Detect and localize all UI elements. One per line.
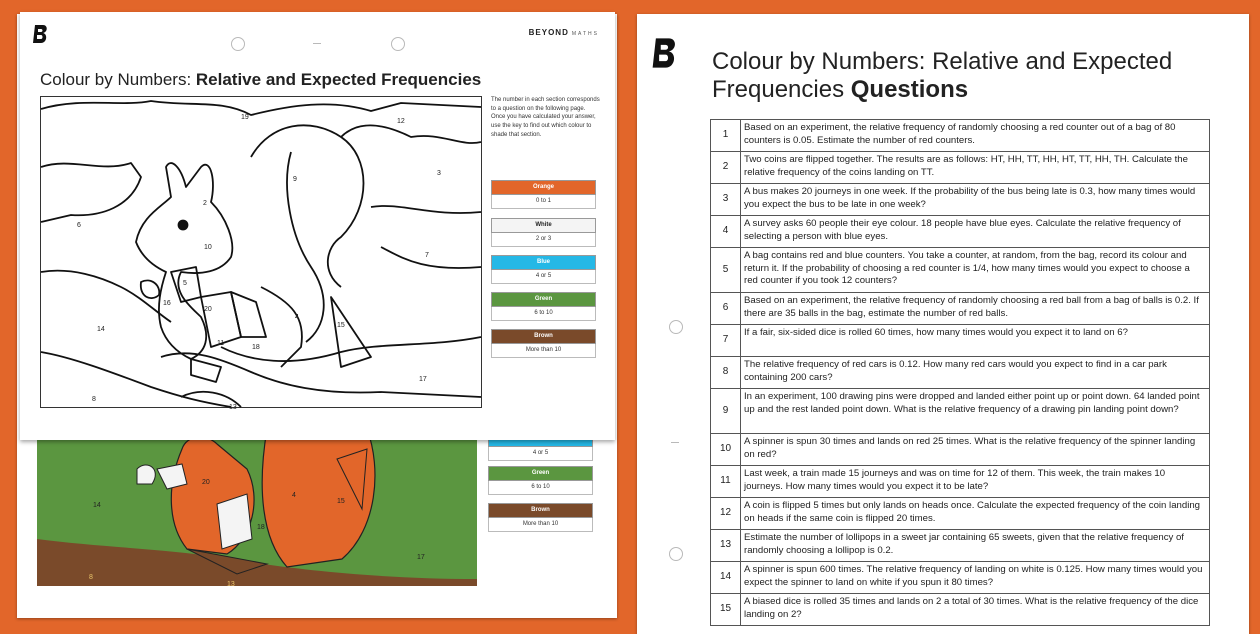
- section-number: 4: [292, 492, 296, 499]
- question-text: The relative frequency of red cars is 0.12. How many red cars would you expect to find in a car park containing 200 cars?: [741, 357, 1210, 389]
- key-white: [491, 218, 596, 247]
- question-number: 6: [711, 293, 741, 325]
- question-number: 13: [711, 530, 741, 562]
- section-number: 7: [425, 252, 429, 259]
- question-text: A biased dice is rolled 35 times and lands on 2 a total of 30 times. What is the relative frequency of the dice landing on 2?: [741, 594, 1210, 626]
- section-number: 17: [417, 554, 425, 561]
- question-number: 5: [711, 248, 741, 293]
- section-number: 8: [92, 396, 96, 403]
- section-number: 13: [227, 581, 235, 588]
- colouring-worksheet-page: [20, 12, 615, 440]
- question-row: [711, 248, 1210, 293]
- key-blue: [491, 255, 596, 284]
- section-number: 12: [397, 118, 405, 125]
- questions-worksheet-page: [637, 14, 1249, 634]
- key-brown: [488, 503, 593, 532]
- question-row: [711, 152, 1210, 184]
- question-text: Based on an experiment, the relative frequency of randomly choosing a red counter out of a bag of 80 counters is 0.05. Estimate the number of red counters.: [741, 120, 1210, 152]
- question-text: Estimate the number of lollipops in a sweet jar containing 65 sweets, given that the relative frequency of randomly choosing a lollipop is 0.2.: [741, 530, 1210, 562]
- question-row: [711, 120, 1210, 152]
- question-number: 8: [711, 357, 741, 389]
- section-number: 2: [203, 200, 207, 207]
- question-number: 12: [711, 498, 741, 530]
- key-range: 2 or 3: [491, 233, 596, 247]
- key-colour-name: White: [491, 218, 596, 233]
- key-colour-name: Green: [488, 466, 593, 481]
- key-range: More than 10: [488, 518, 593, 532]
- section-number: 18: [257, 524, 265, 531]
- section-number: 14: [93, 502, 101, 509]
- fold-mark: [313, 43, 321, 44]
- punch-hole: [669, 320, 683, 334]
- question-text: A coin is flipped 5 times but only lands on heads once. Calculate the expected frequency of the coin landing on heads if the same coin is flipped 20 times.: [741, 498, 1210, 530]
- questions-title: Colour by Numbers: Relative and Expected Frequencies Questions: [712, 48, 1173, 103]
- section-number: 17: [419, 376, 427, 383]
- fold-mark: [671, 442, 679, 443]
- section-number: 6: [77, 222, 81, 229]
- question-row: [711, 466, 1210, 498]
- question-text: If a fair, six-sided dice is rolled 60 times, how many times would you expect it to land on 6?: [741, 325, 1210, 357]
- punch-hole: [231, 37, 245, 51]
- question-text: In an experiment, 100 drawing pins were dropped and landed either point up or point down. 64 landed point up and the rest landed point down. What is the relative frequency of a drawing pin landing point down?: [741, 389, 1210, 434]
- question-text: A bus makes 20 journeys in one week. If the probability of the bus being late is 0.3, how many times would you expect the bus to be late in one week?: [741, 184, 1210, 216]
- question-number: 7: [711, 325, 741, 357]
- question-row: [711, 325, 1210, 357]
- section-number: 3: [437, 170, 441, 177]
- section-number: 15: [337, 322, 345, 329]
- question-text: A bag contains red and blue counters. You take a counter, at random, from the bag, record its colour and return it. If the probability of choosing a red counter is 1/4, how many times would you expect to choose a red counter if you took 12 counters?: [741, 248, 1210, 293]
- key-range: 6 to 10: [488, 481, 593, 495]
- section-number: 14: [97, 326, 105, 333]
- section-number: 10: [204, 244, 212, 251]
- question-row: [711, 216, 1210, 248]
- worksheet-title: Colour by Numbers: Relative and Expected Frequencies: [40, 70, 482, 89]
- question-row: [711, 562, 1210, 594]
- key-range: 6 to 10: [491, 307, 596, 321]
- section-number: 9: [293, 176, 297, 183]
- beyond-logo-icon: [32, 24, 48, 49]
- question-number: 14: [711, 562, 741, 594]
- section-number: 4: [295, 314, 299, 321]
- question-row: [711, 389, 1210, 434]
- key-range: 4 or 5: [488, 447, 593, 461]
- question-number: 2: [711, 152, 741, 184]
- section-number: 20: [202, 479, 210, 486]
- question-number: 10: [711, 434, 741, 466]
- beyond-logo-icon: [651, 36, 677, 75]
- questions-table: [710, 119, 1210, 626]
- question-row: [711, 357, 1210, 389]
- question-number: 3: [711, 184, 741, 216]
- question-row: [711, 184, 1210, 216]
- punch-hole: [391, 37, 405, 51]
- coloured-squirrel-picture: [37, 429, 477, 586]
- key-range: 4 or 5: [491, 270, 596, 284]
- punch-hole: [669, 547, 683, 561]
- instructions-text: The number in each section corresponds to a question on the following page. Once you have calculated your answer, use the key to find out which colour to shade that section.: [491, 97, 600, 138]
- question-text: A survey asks 60 people their eye colour. 18 people have blue eyes. Calculate the relative frequency of selecting a person with blue eyes.: [741, 216, 1210, 248]
- question-number: 9: [711, 389, 741, 434]
- question-number: 15: [711, 594, 741, 626]
- key-colour-name: Brown: [488, 503, 593, 518]
- key-colour-name: Blue: [491, 255, 596, 270]
- question-row: [711, 594, 1210, 626]
- question-text: Based on an experiment, the relative frequency of randomly choosing a red ball from a bag of balls is 0.2. If there are 35 balls in the bag, estimate the number of red balls.: [741, 293, 1210, 325]
- key-orange: [491, 180, 596, 209]
- question-text: A spinner is spun 30 times and lands on red 25 times. What is the relative frequency of the spinner landing on red?: [741, 434, 1210, 466]
- section-number: 16: [163, 300, 171, 307]
- key-green: [488, 466, 593, 495]
- question-number: 1: [711, 120, 741, 152]
- squirrel-outline-picture: [40, 96, 482, 411]
- section-number: 18: [252, 344, 260, 351]
- question-row: [711, 434, 1210, 466]
- section-number: 11: [217, 340, 225, 347]
- key-brown: [491, 329, 596, 358]
- key-colour-name: Orange: [491, 180, 596, 195]
- question-number: 11: [711, 466, 741, 498]
- section-number: 5: [183, 280, 187, 287]
- question-number: 4: [711, 216, 741, 248]
- section-number: 19: [241, 114, 249, 121]
- question-text: Two coins are flipped together. The results are as follows: HT, HH, TT, HH, HT, TT, HH, TH. Calculate the relative frequency of the coins landing on TT.: [741, 152, 1210, 184]
- brand-name: BEYOND MATHS: [528, 28, 599, 37]
- question-row: [711, 293, 1210, 325]
- section-number: 8: [89, 574, 93, 581]
- question-row: [711, 530, 1210, 562]
- section-number: 20: [204, 306, 212, 313]
- section-number: 13: [229, 404, 237, 411]
- section-number: 15: [337, 498, 345, 505]
- key-range: More than 10: [491, 344, 596, 358]
- key-colour-name: Brown: [491, 329, 596, 344]
- question-text: Last week, a train made 15 journeys and was on time for 12 of them. This week, the train makes 10 journeys. How many times would you expect it to be late?: [741, 466, 1210, 498]
- key-range: 0 to 1: [491, 195, 596, 209]
- question-text: A spinner is spun 600 times. The relative frequency of landing on white is 0.125. How many times would you expect the spinner to land on white if you spun it 80 times?: [741, 562, 1210, 594]
- key-green: [491, 292, 596, 321]
- question-row: [711, 498, 1210, 530]
- key-colour-name: Green: [491, 292, 596, 307]
